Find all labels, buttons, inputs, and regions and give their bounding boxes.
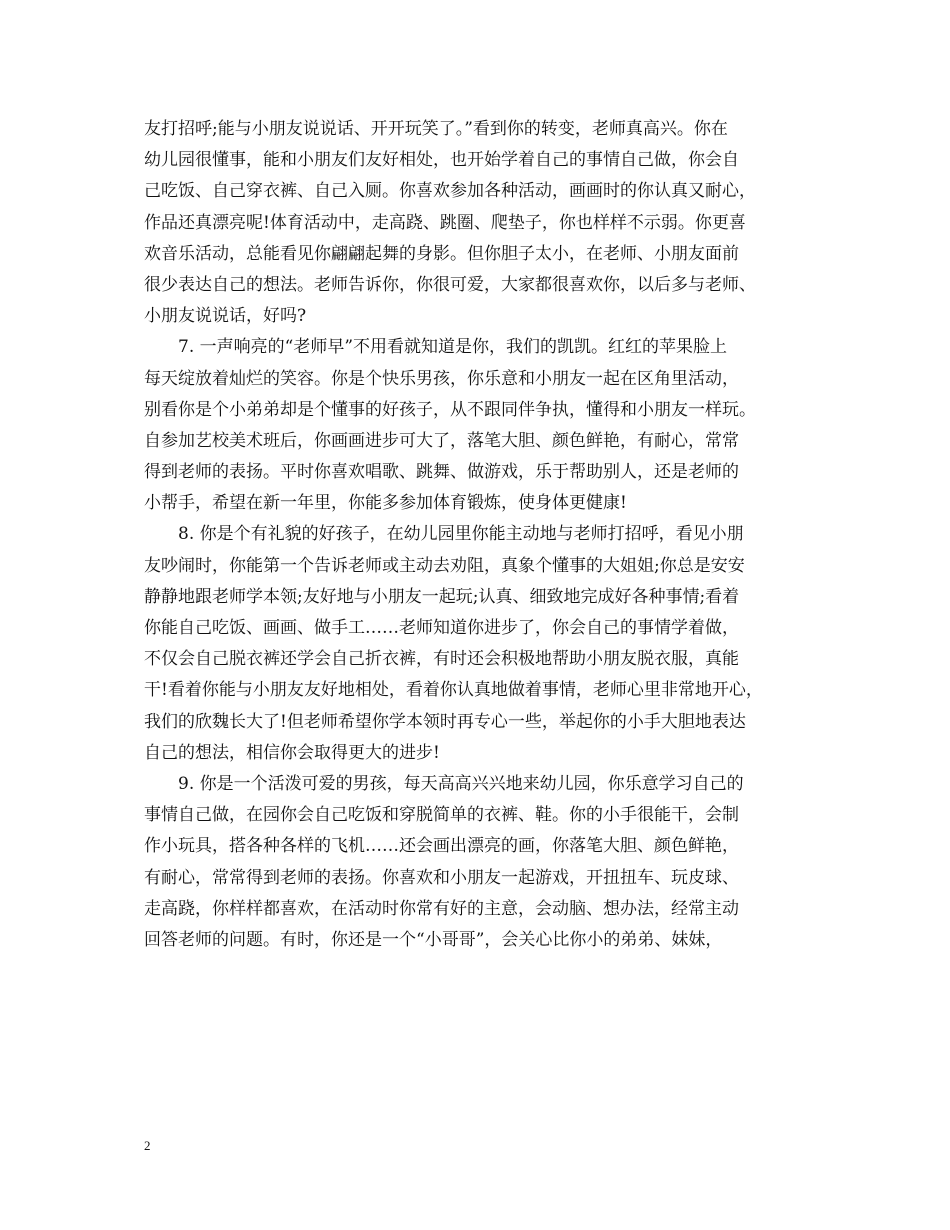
paragraph-first-line: 8. 你是个有礼貌的好孩子，在幼儿园里你能主动地与老师打招呼，看见小朋 (178, 524, 744, 545)
text-line: 很少表达自己的想法。老师告诉你，你很可爱，大家都很喜欢你，以后多与老师、 (144, 274, 756, 295)
text-line: 自参加艺校美术班后，你画画进步可大了，落笔大胆、颜色鲜艳，有耐心，常常 (144, 430, 739, 451)
text-line: 不仅会自己脱衣裤还学会自己折衣裤，有时还会积极地帮助小朋友脱衣服，真能 (144, 649, 739, 670)
text-line: 静静地跟老师学本领;友好地与小朋友一起玩;认真、细致地完成好各种事情;看着 (144, 586, 740, 607)
text-line: 己吃饭、自己穿衣裤、自己入厕。你喜欢参加各种活动，画画时的你认真又耐心， (144, 181, 756, 202)
text-line: 作小玩具，搭各种各样的飞机……还会画出漂亮的画，你落笔大胆、颜色鲜艳， (144, 836, 739, 857)
text-line: 作品还真漂亮呢!体育活动中，走高跷、跳圈、爬垫子，你也样样不示弱。你更喜 (144, 212, 746, 233)
text-line: 欢音乐活动，总能看见你翩翩起舞的身影。但你胆子太小，在老师、小朋友面前 (144, 243, 739, 264)
document-body (144, 114, 824, 956)
text-line: 干!看着你能与小朋友友好地相处，看着你认真地做着事情，老师心里非常地开心， (144, 680, 763, 701)
text-line: 我们的欣魏长大了!但老师希望你学本领时再专心一些，举起你的小手大胆地表达 (144, 711, 746, 732)
text-line: 得到老师的表扬。平时你喜欢唱歌、跳舞、做游戏，乐于帮助别人，还是老师的 (144, 462, 739, 483)
text-line: 回答老师的问题。有时，你还是一个“小哥哥”，会关心比你小的弟弟、妹妹， (144, 929, 723, 950)
text-line: 幼儿园很懂事，能和小朋友们友好相处，也开始学着自己的事情自己做，你会自 (144, 150, 739, 171)
paragraph-first-line: 7. 一声响亮的“老师早”不用看就知道是你，我们的凯凯。红红的苹果脸上 (178, 337, 728, 358)
text-line: 友吵闹时，你能第一个告诉老师或主动去劝阻，真象个懂事的大姐姐;你总是安安 (144, 555, 745, 576)
text-line: 小帮手，希望在新一年里，你能多参加体育锻炼，使身体更健康! (144, 493, 627, 514)
text-line: 有耐心，常常得到老师的表扬。你喜欢和小朋友一起游戏，开扭扭车、玩皮球、 (144, 867, 739, 888)
text-line: 走高跷，你样样都喜欢，在活动时你常有好的主意，会动脑、想办法，经常主动 (144, 898, 739, 919)
text-line: 友打招呼;能与小朋友说说话、开开玩笑了。”看到你的转变，老师真高兴。你在 (144, 119, 728, 139)
text-line: 小朋友说说话，好吗? (144, 306, 307, 327)
paragraph-first-line: 9. 你是一个活泼可爱的男孩，每天高高兴兴地来幼儿园，你乐意学习自己的 (178, 773, 744, 794)
text-line: 别看你是个小弟弟却是个懂事的好孩子，从不跟同伴争执，懂得和小朋友一样玩。 (144, 399, 756, 420)
text-line: 自己的想法，相信你会取得更大的进步! (144, 742, 440, 763)
page-number: 2 (144, 1138, 151, 1153)
text-line: 事情自己做，在园你会自己吃饭和穿脱简单的衣裤、鞋。你的小手很能干，会制 (144, 805, 739, 826)
text-line: 每天绽放着灿烂的笑容。你是个快乐男孩，你乐意和小朋友一起在区角里活动， (144, 368, 739, 389)
text-line: 你能自己吃饭、画画、做手工……老师知道你进步了，你会自己的事情学着做， (144, 618, 739, 638)
